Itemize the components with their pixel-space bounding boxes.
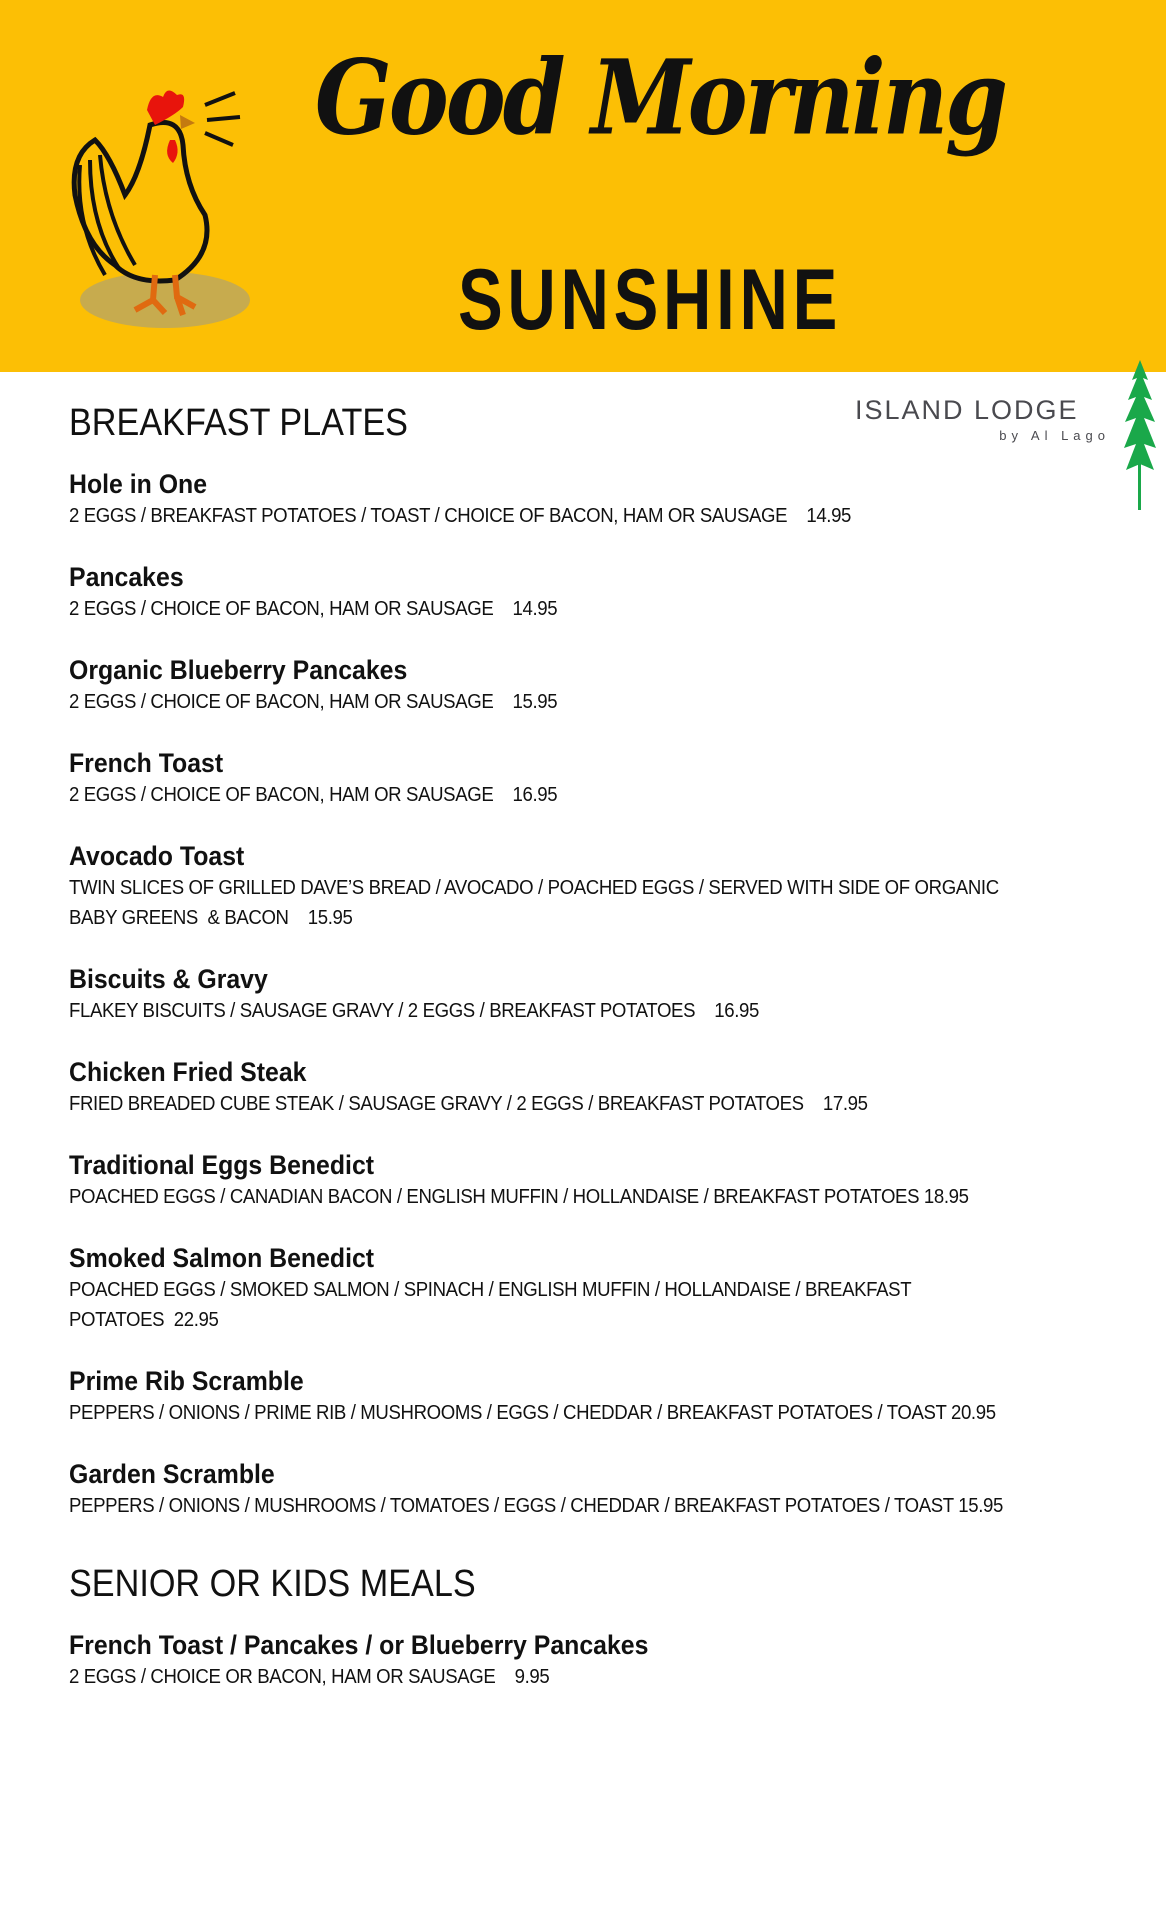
menu-item-description: PEPPERS / ONIONS / PRIME RIB / MUSHROOMS / EGGS / CHEDDAR / BREAKFAST POTATOES / TOAST 20.95: [69, 1402, 996, 1424]
logo-name: ISLAND LODGE: [855, 395, 1079, 425]
menu-item-name: Chicken Fried Steak: [69, 1057, 307, 1087]
menu-item-name: Pancakes: [69, 562, 184, 592]
header-banner: [0, 0, 1166, 372]
menu-item: [69, 560, 1129, 624]
menu-item-name: Traditional Eggs Benedict: [69, 1150, 375, 1180]
menu-item: [69, 962, 1129, 1026]
banner-script-title: Good Morning: [314, 36, 1006, 159]
logo-sub: by Al Lago: [999, 428, 1110, 443]
rooster-icon: [55, 85, 275, 345]
menu-item-name: Organic Blueberry Pancakes: [69, 655, 408, 685]
menu-item: [69, 839, 1129, 933]
menu-item-name: Prime Rib Scramble: [69, 1366, 304, 1396]
menu-item-description: PEPPERS / ONIONS / MUSHROOMS / TOMATOES / EGGS / CHEDDAR / BREAKFAST POTATOES / TOAST 15.95: [69, 1495, 1003, 1517]
section-title: BREAKFAST PLATES: [69, 402, 408, 444]
menu-item-name: French Toast / Pancakes / or Blueberry Pancakes: [69, 1630, 649, 1660]
menu-item-description: FLAKEY BISCUITS / SAUSAGE GRAVY / 2 EGGS / BREAKFAST POTATOES 16.95: [69, 1000, 759, 1022]
menu-item-description: 2 EGGS / CHOICE OF BACON, HAM OR SAUSAGE 14.95: [69, 598, 558, 620]
menu-item-description: TWIN SLICES OF GRILLED DAVE’S BREAD / AVOCADO / POACHED EGGS / SERVED WITH SIDE OF ORGANIC BABY GREENS & BACON 15.95: [69, 877, 999, 929]
menu-item-description: 2 EGGS / CHOICE OR BACON, HAM OR SAUSAGE 9.95: [69, 1666, 550, 1688]
section-senior-kids-meals: [69, 1563, 1129, 1692]
menu-item-name: French Toast: [69, 748, 224, 778]
menu-item-description: 2 EGGS / BREAKFAST POTATOES / TOAST / CHOICE OF BACON, HAM OR SAUSAGE 14.95: [69, 505, 852, 527]
menu-item: [69, 1241, 1129, 1335]
menu-item-name: Garden Scramble: [69, 1459, 275, 1489]
menu-item: [69, 1148, 1129, 1212]
menu-content: [69, 402, 1129, 1721]
section-title: SENIOR OR KIDS MEALS: [69, 1563, 476, 1605]
menu-item-name: Avocado Toast: [69, 841, 245, 871]
menu-item: [69, 1628, 1129, 1692]
menu-item: [69, 1055, 1129, 1119]
menu-item: [69, 1457, 1129, 1521]
menu-item: [69, 1364, 1129, 1428]
menu-item-description: POACHED EGGS / CANADIAN BACON / ENGLISH MUFFIN / HOLLANDAISE / BREAKFAST POTATOES 18.95: [69, 1186, 969, 1208]
menu-item-description: 2 EGGS / CHOICE OF BACON, HAM OR SAUSAGE 15.95: [69, 691, 558, 713]
banner-subtitle: SUNSHINE: [457, 252, 843, 348]
menu-item-name: Smoked Salmon Benedict: [69, 1243, 375, 1273]
menu-item: [69, 653, 1129, 717]
menu-item-description: POACHED EGGS / SMOKED SALMON / SPINACH / ENGLISH MUFFIN / HOLLANDAISE / BREAKFAST POTATOES 22.95: [69, 1279, 911, 1331]
menu-item: [69, 467, 1129, 531]
menu-item: [69, 746, 1129, 810]
menu-item-description: FRIED BREADED CUBE STEAK / SAUSAGE GRAVY / 2 EGGS / BREAKFAST POTATOES 17.95: [69, 1093, 868, 1115]
menu-item-name: Hole in One: [69, 469, 208, 499]
section-breakfast-plates: [69, 402, 1129, 1521]
menu-item-description: 2 EGGS / CHOICE OF BACON, HAM OR SAUSAGE 16.95: [69, 784, 558, 806]
menu-item-name: Biscuits & Gravy: [69, 964, 268, 994]
